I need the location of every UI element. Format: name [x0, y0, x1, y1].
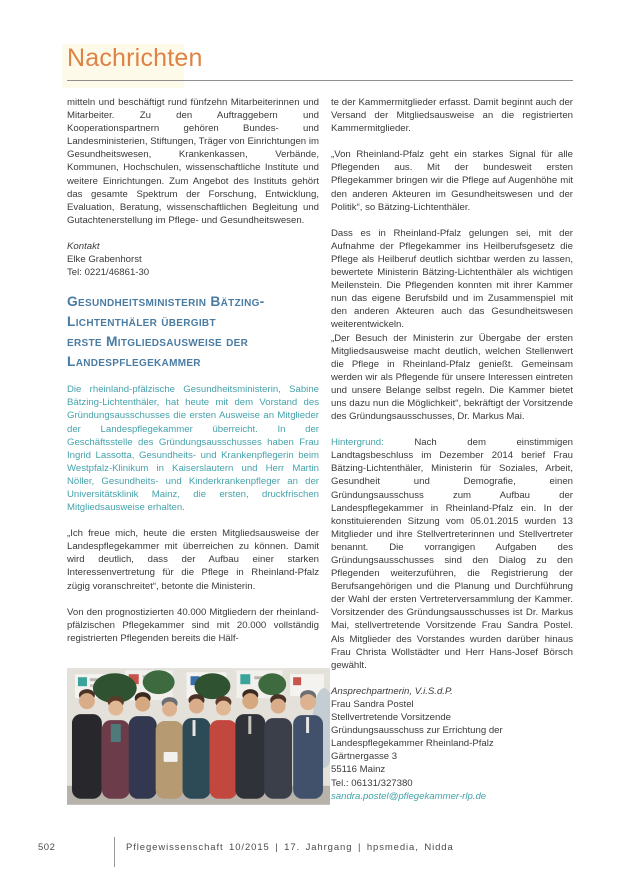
page-number: 502: [38, 842, 56, 853]
contact-line: Gründungsausschuss zur Errichtung der Landespflegekammer Rheinland-Pfalz: [331, 725, 503, 750]
paragraph-quote-minister: „Von Rheinland-Pfalz geht ein starkes Signal für alle Pflegenden aus. Mit der bundesweit ersten Pflegekammer bringen wir die Pflege auf Augenhöhe mit den anderen Akteuren im Gesundheitswesen und der Politik“, so Bätzing-Lichtenthäler.: [331, 149, 573, 213]
paragraph-background: [331, 436, 573, 672]
title-rule: [67, 80, 573, 81]
contact-block-right: [331, 685, 573, 803]
article-heading: [67, 292, 319, 372]
heading-line: erste Mitgliedsausweise der: [67, 334, 249, 350]
heading-line: Landespflegekammer: [67, 354, 201, 370]
journal-line: Pflegewissenschaft 10/2015 | 17. Jahrgang | hpsmedia, Nidda: [126, 842, 454, 853]
column-left: [67, 96, 319, 816]
footer-divider: [114, 837, 115, 867]
contact-name: Elke Grabenhorst: [67, 254, 142, 266]
contact-block-left: [67, 240, 319, 279]
heading-line: Gesundheitsministerin Bätzing-: [67, 294, 265, 310]
lead-paragraph: Die rheinland-pfälzische Gesundheitsministerin, Sabine Bätzing-Lichtenthäler, hat heute mit dem Vorstand des Gründungsausschusses die ersten Ausweise an Mitglieder der Landespflegekammer überreicht. In der Geschäftsstelle des Gründungsausschusses haben Frau Ingrid Lassotta, Gesundheits- und Krankenpflegerin beim Westpfalz-Klinikum in Kaiserslautern und Herr Martin Nöller, Gesundheits- und Kinderkrankenpfleger an der Universitätsklinik Mainz, die ersten, druckfrischen Mitgliedsausweise erhalten.: [67, 384, 319, 514]
group-photo-illustration: [67, 668, 330, 805]
contact-line: Frau Sandra Postel: [331, 698, 414, 710]
contact-line: Stellvertretende Vorsitzende: [331, 712, 451, 724]
paragraph-milestone: Dass es in Rheinland-Pfalz gelungen sei, mit der Aufnahme der Pflegekammer ins Heilberufsgesetz die Pflege als Heilberuf deutlich sichtbar werden zu lassen, bewertete Ministerin Bätzing-Lichtenthäler als wichtigen Meilenstein. Die Pflegenden konnten mit ihrer Kammer nun das eigene Berufsbild und im Zusammenspiel mit den anderen Akteuren auch das Gesundheitswesen weiterentwickeln.: [331, 227, 573, 331]
contact-line: Tel.: 06131/327380: [331, 777, 413, 789]
page-content: [67, 44, 573, 816]
two-column-layout: [67, 96, 573, 816]
page-title: Nachrichten: [67, 44, 203, 72]
page-footer: [0, 840, 637, 874]
contact-line: Gärtnergasse 3: [331, 751, 398, 763]
contact-tel: Tel: 0221/46861-30: [67, 267, 150, 279]
background-text: Nach dem einstimmigen Landtagsbeschluss im Dezember 2014 berief Frau Bätzing-Lichtenthäler, Ministerin für Soziales, Arbeit, Gesundheit und Demografie, einen Gründungsausschuss zum Aufbau der Landespflegekammer in Rheinland-Pfalz ein. In der konstituierenden Sitzung vom 05.01.2015 wurden 13 Mitglieder und ihre Stellvertreterinnen und Stellvertreter benannt. Die vorrangigen Aufgaben des Gründungsausschusses sind den Dialog zu den Pflegenden weiterzuführen, die Registrierung der Berufsangehörigen und die Planung und Durchführung der Wahl der ersten Vertreterversammlung der Kammer. Vorsitzender des Gründungsausschusses ist Dr. Markus Mai, stellvertretende Vorsitzende Frau Sandra Postel. Als Mitglieder des Vorstandes wurden darüber hinaus Frau Christa Wollstädter und Herr Hans-Josef Börsch gewählt.: [331, 437, 573, 671]
paragraph-continuation: te der Kammermitglieder erfasst. Damit beginnt auch der Versand der Mitgliedsausweise an die registrierten Kammermitglieder.: [331, 97, 573, 135]
email-link[interactable]: sandra.postel@pflegekammer-rlp.de: [331, 790, 487, 802]
contact-line: 55116 Mainz: [331, 764, 386, 776]
contact-person-label: Ansprechpartnerin, V.i.S.d.P.: [331, 685, 453, 697]
person-silhouettes: [72, 689, 323, 799]
stats-paragraph: Von den prognostizierten 40.000 Mitgliedern der rheinland-pfälzischen Pflegekammer sind mit 20.000 vollständig registrierten Pflegenden bereits die Hälf-: [67, 606, 319, 644]
paragraph-quote-mai: „Der Besuch der Ministerin zur Übergabe der ersten Mitgliedsausweise macht deutlich, welchen Stellenwert die Pflege in Rheinland-Pfalz genießt. Gemeinsam werden wir als Pflegende für unsere Interessen eintreten und unsere Belange selbst regeln. Die Kammer bietet uns dazu nun die Möglichkeit“, bekräftigt der Vorsitzende des Gründungsausschusses, Dr. Markus Mai.: [331, 332, 573, 423]
contact-label: Kontakt: [67, 240, 100, 252]
group-photo: [67, 668, 330, 805]
continued-paragraph: mitteln und beschäftigt rund fünfzehn Mitarbeiterinnen und Mitarbeiter. Zu den Auftraggebern und Kooperationspartnern gehören Bundes- und Landesministerien, Stiftungen, Träger von Einrichtungen im Gesundheitswesen, Krankenkassen, Verbände, Kommunen, Hochschulen, wissenschaftliche Institute und weitere Einrichtungen. Zum Angebot des Instituts gehört das gesamte Spektrum der Forschung, Entwicklung, Evaluation, Beratung, wissenschaftlichen Begleitung und Gutachtenerstellung im Pflege- und Gesundheitswesen.: [67, 97, 319, 226]
column-right: [331, 96, 573, 816]
heading-line: Lichtenthäler übergibt: [67, 314, 216, 330]
background-label: Hintergrund:: [331, 437, 384, 449]
quote-paragraph: „Ich freue mich, heute die ersten Mitgliedsausweise der Landespflegekammer mit überreichen zu können. Damit wird deutlich, dass der Aufbau einer starken Interessenvertretung für die Pflege in Rheinland-Pfalz zügig voranschreitet“, betonte die Ministerin.: [67, 528, 319, 592]
